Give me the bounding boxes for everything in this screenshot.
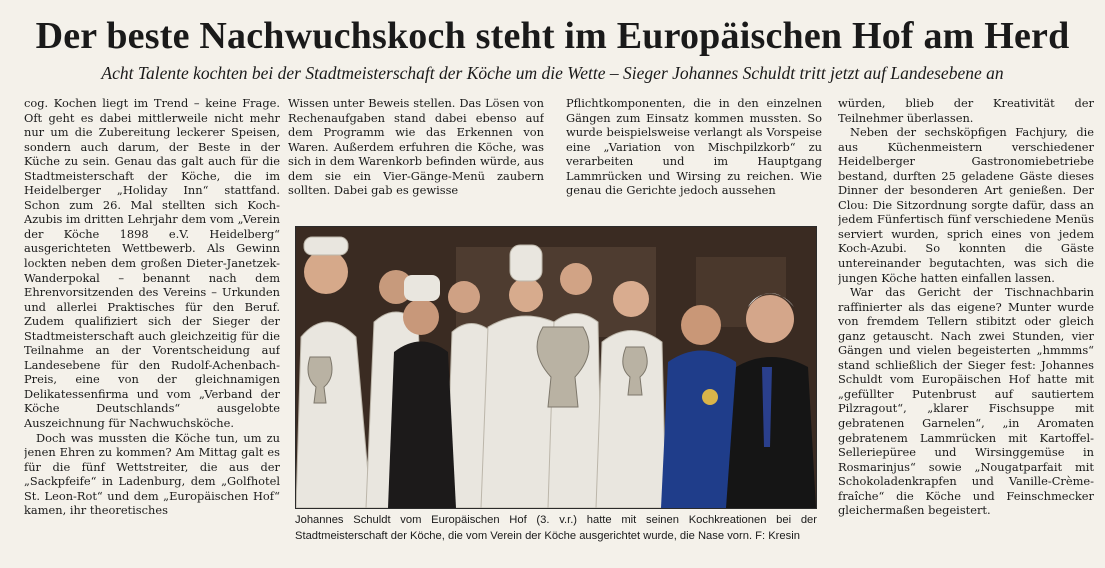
article-column-1: [24, 96, 280, 562]
photo-illustration: [296, 227, 816, 508]
paragraph: Wissen unter Beweis stellen. Das Lösen von Rechenaufgaben stand dabei ebenso auf dem Programm wie das Erkennen von Waren. Außerdem erfuhren die Köche, was sich in dem Warenkorb befinden würde, aus dem sie ein Vier-Gänge-Menü zaubern sollten. Dabei gab es gewisse: [288, 96, 544, 198]
paragraph: Neben der sechsköpfigen Fachjury, die aus Küchenmeistern verschiedener Heidelberger Gastronomiebetriebe bestand, durften 25 geladene Gäste dieses Dinner der besonderen Art genießen. Der Clou: Die Sitzordnung sorgte dafür, dass an jedem Fünfertisch fünf verschiedene Menüs serviert wurden, sprich eines von jedem Koch-Azubi. So konnten die Gäste untereinander begutachten, was sich die jungen Köche hatten einfallen lassen.: [838, 125, 1094, 285]
group-photo: [295, 226, 817, 509]
paragraph: Doch was mussten die Köche tun, um zu jenen Ehren zu kommen? Am Mittag galt es für die fünf Wettstreiter, die aus der „Sackpfeife“ in Ladenburg, dem „Golfhotel St. Leon-Rot“ und dem „Europäischen Hof“ kamen, ihr theoretisches: [24, 430, 280, 518]
article-column-4: [838, 96, 1094, 562]
photo-caption: Johannes Schuldt vom Europäischen Hof (3. v.r.) hatte mit seinen Kochkreationen bei der Stadtmeisterschaft der Köche, die vom Verein der Köche ausgerichtet wurde, die Nase vorn. F: Kresin: [295, 514, 817, 542]
paragraph: War das Gericht der Tischnachbarin raffinierter als das eigene? Munter wurde von fremdem Tellern stibitzt oder gleich ganz getauscht. Nach zwei Stunden, vier Gängen und vielen begeisterten „hmmms“ stand schließlich der Sieger fest: Johannes Schuldt vom Europäischen Hof hatte mit „gefüllter Putenbrust auf sautiertem Pilzragout“, „klarer Fischsuppe mit gebratenen Garnelen“, „in Aromaten gebratenem Lammrücken mit Kartoffel-Selleriepüree und Wirsinggemüse in Rosmarinjus“ sowie „Nougatparfait mit Schokoladenkrapfen und Vanille-Crème-fraîche“ die Köche und Feinschmecker gleichermaßen begeistert.: [838, 285, 1094, 518]
article-column-2: [288, 96, 544, 226]
headline: Der beste Nachwuchskoch steht im Europäischen Hof am Herd: [35, 15, 1070, 57]
subline: Acht Talente kochten bei der Stadtmeisterschaft der Köche um die Wette – Sieger Johannes Schuldt tritt jetzt auf Landesebene an: [101, 63, 1004, 83]
article-column-3: [566, 96, 822, 226]
paragraph: cog. Kochen liegt im Trend – keine Frage. Oft geht es dabei mittlerweile nicht mehr nur um die Zubereitung leckerer Speisen, sondern auch darum, der Beste in der Küche zu sein. Genau das galt auch für die Stadtmeisterschaft der Köche, die im Heidelberger „Holiday Inn“ stattfand. Schon zum 26. Mal stellten sich Koch-Azubis im dritten Lehrjahr dem vom „Verein der Köche 1898 e.V. Heidelberg“ ausgerichteten Wettbewerb. Als Gewinn lockten neben dem großen Dieter-Janetzek-Wanderpokal – benannt nach dem Ehrenvorsitzenden des Vereins – Urkunden und allerlei Praktisches für den Beruf. Zudem qualifiziert sich der Sieger der Stadtmeisterschaft auch gleichzeitig für die Teilnahme an der Vorentscheidung auf Landesebene für den Rudolf-Achenbach-Preis, eine von der gleichnamigen Delikatessenfirma und vom „Verband der Köche Deutschlands“ ausgelobte Auszeichnung für Nachwuchsköche.: [24, 96, 280, 431]
paragraph: Pflichtkomponenten, die in den einzelnen Gängen zum Einsatz kommen mussten. So wurde beispielsweise verlangt als Vorspeise eine „Variation von Mischpilzkorb“ zu verarbeiten und im Hauptgang Lammrücken und Wirsing zu reichen. Wie genau die Gerichte jedoch aussehen: [566, 96, 822, 198]
paragraph: würden, blieb der Kreativität der Teilnehmer überlassen.: [838, 96, 1094, 125]
